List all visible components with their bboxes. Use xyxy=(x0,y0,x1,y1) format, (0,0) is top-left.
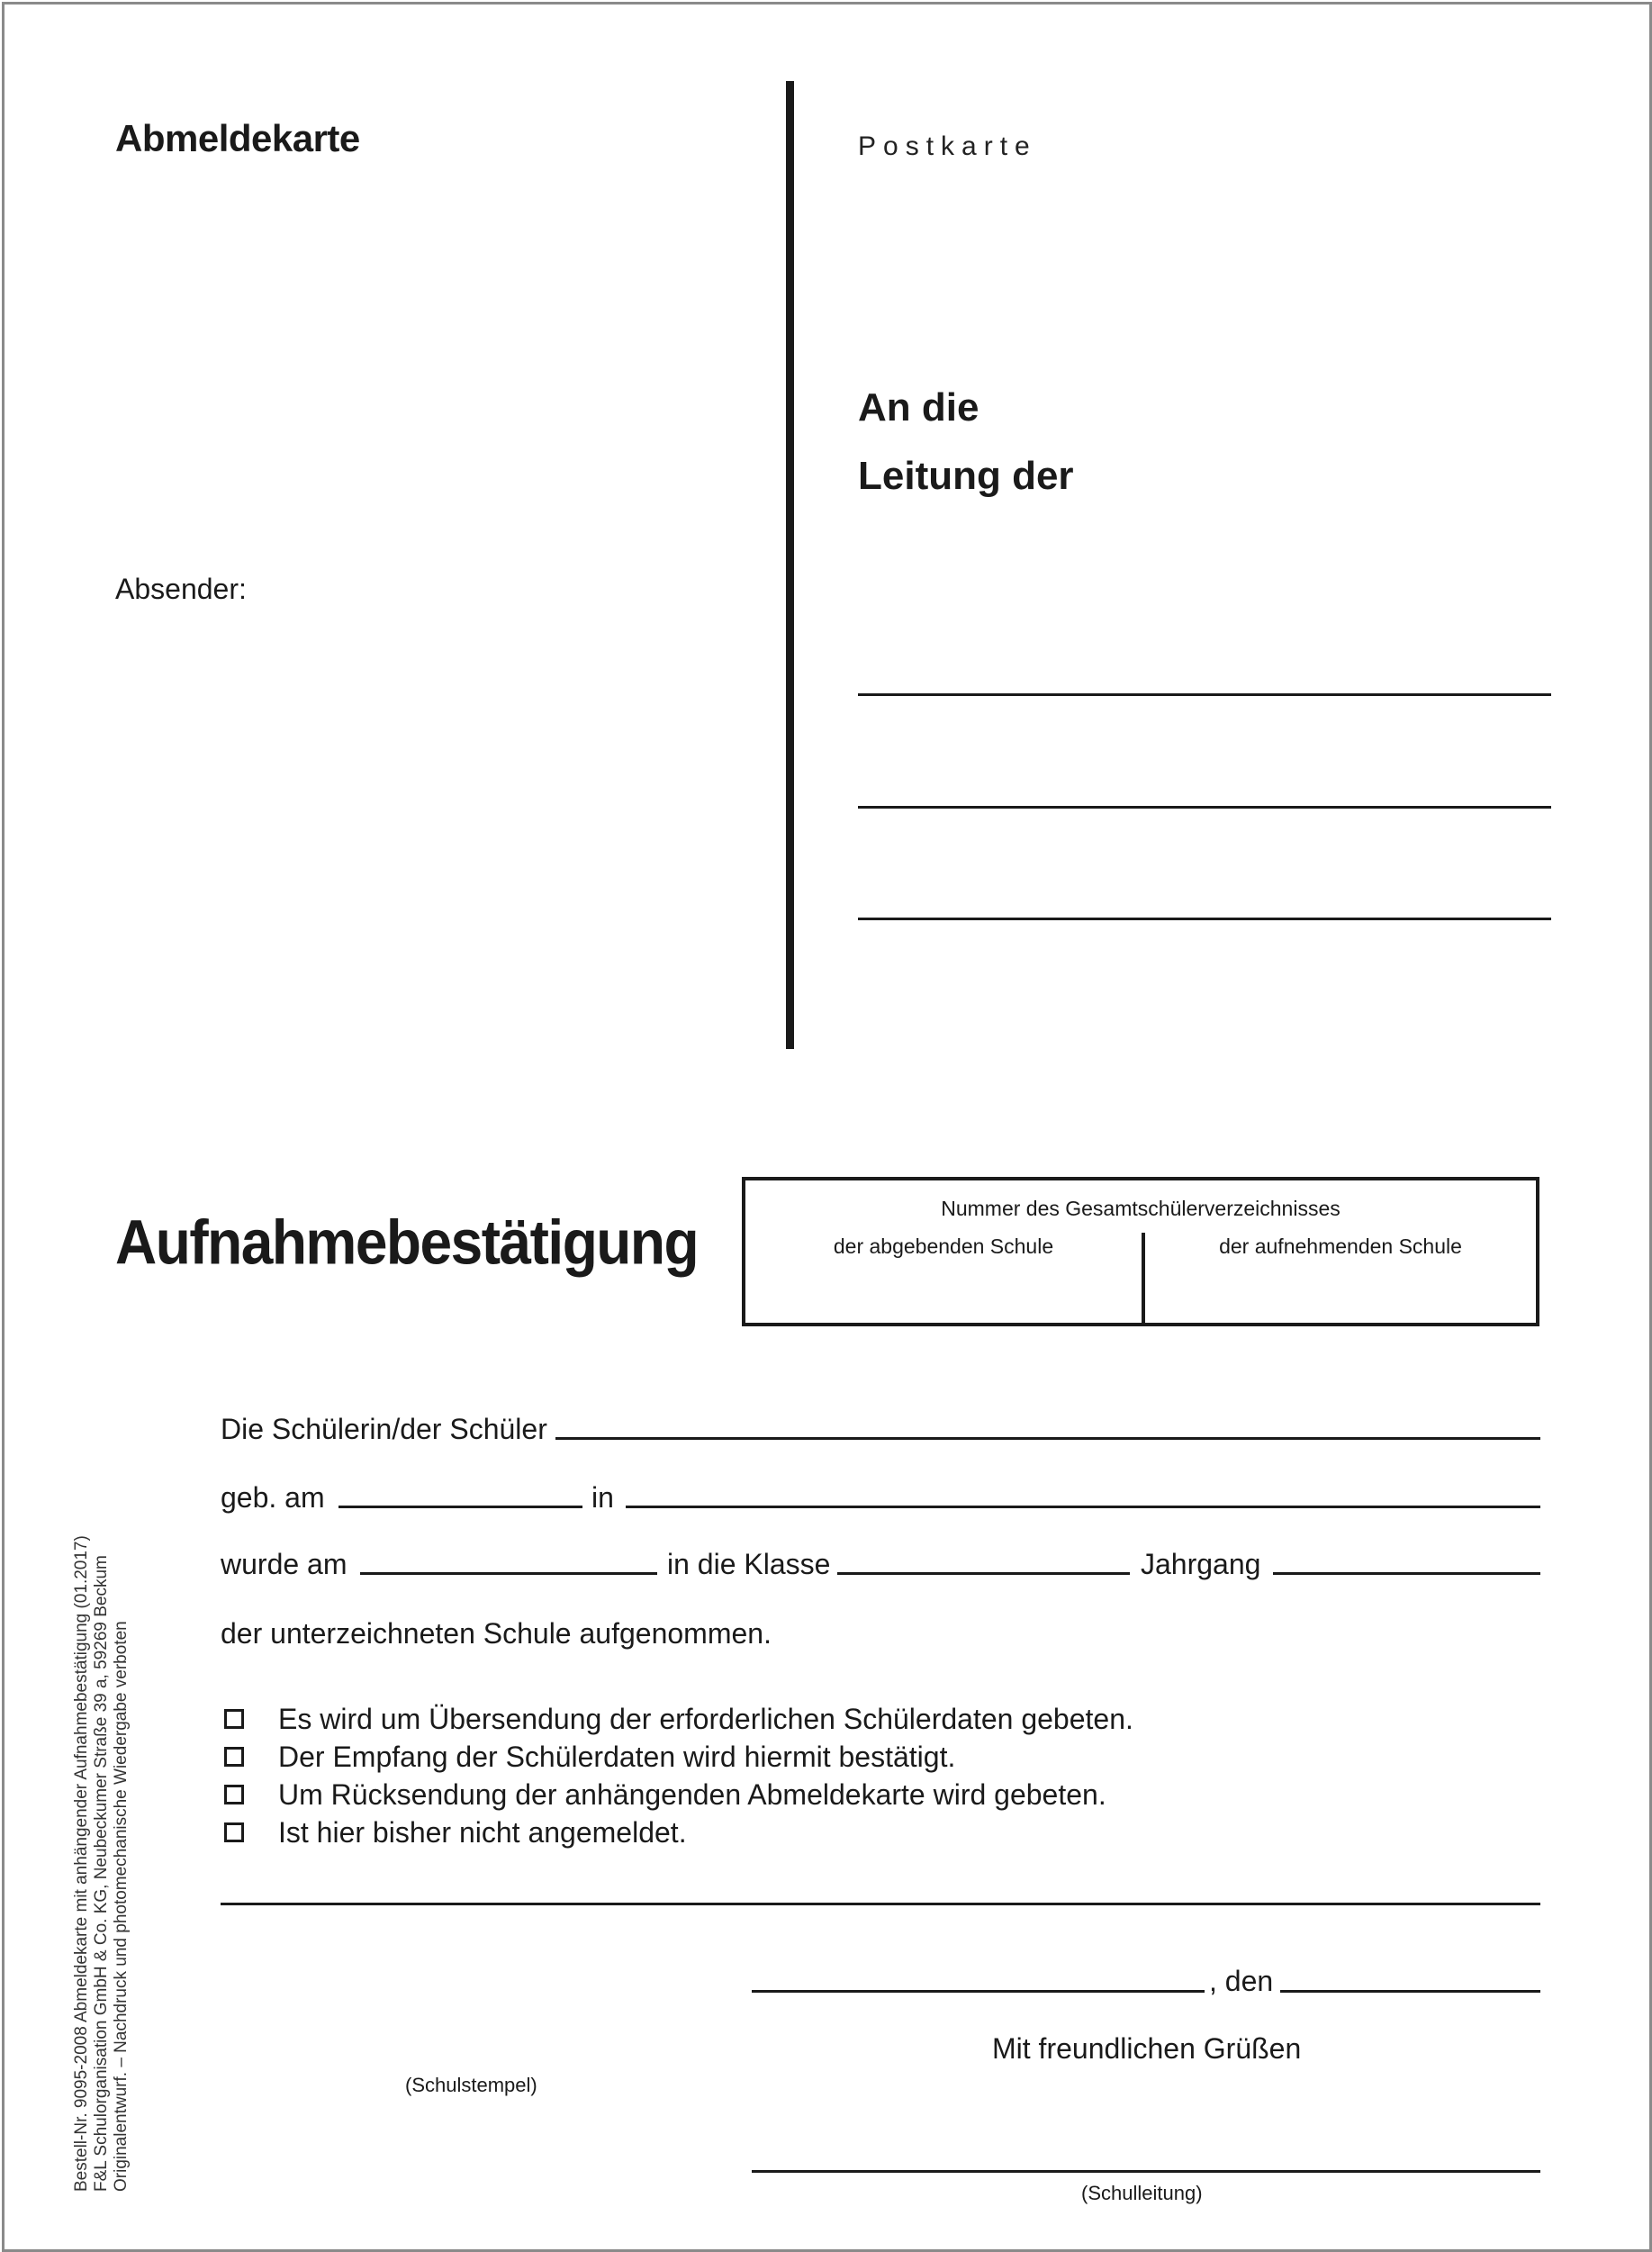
address-line[interactable] xyxy=(858,693,1551,696)
option-receipt-confirmed: Der Empfang der Schülerdaten wird hiermit bestätigt. xyxy=(278,1741,956,1773)
admission-date-field[interactable] xyxy=(360,1572,657,1575)
born-label: geb. am xyxy=(221,1481,325,1514)
recipient-line-1: An die xyxy=(858,385,979,430)
register-number-heading: Nummer des Gesamtschülerverzeichnisses xyxy=(941,1197,1341,1220)
stamp-label: (Schulstempel) xyxy=(405,2074,537,2096)
address-line[interactable] xyxy=(858,806,1551,809)
birth-place-field[interactable] xyxy=(626,1506,1540,1508)
birth-date-field[interactable] xyxy=(339,1506,582,1508)
signature-label: (Schulleitung) xyxy=(1081,2182,1203,2204)
class-field[interactable] xyxy=(837,1572,1130,1575)
student-label: Die Schülerin/der Schüler xyxy=(221,1413,547,1445)
imprint-line-3: Originalentwurf. – Nachdruck und photomechanische Wiedergabe verboten xyxy=(112,1621,131,2192)
checkbox[interactable] xyxy=(224,1709,244,1729)
admitted-date-label: wurde am xyxy=(221,1548,348,1580)
imprint-line-2: F&L Schulorganisation GmbH & Co. KG, Neubeckumer Straße 39 a, 59269 Beckum xyxy=(92,1555,111,2192)
confirmation-title: Aufnahmebestätigung xyxy=(115,1207,699,1278)
signature-field[interactable] xyxy=(752,2170,1540,2173)
recipient-line-2: Leitung der xyxy=(858,454,1074,498)
page-border xyxy=(2,2,1652,2252)
imprint xyxy=(72,1535,131,2192)
date-field[interactable] xyxy=(1280,1990,1540,1993)
free-text-line[interactable] xyxy=(221,1903,1540,1905)
postcard-type-label: Postkarte xyxy=(858,131,1037,161)
checkbox[interactable] xyxy=(224,1785,244,1804)
year-label: Jahrgang xyxy=(1141,1548,1261,1580)
register-number-right-label: der aufnehmenden Schule xyxy=(1219,1235,1462,1258)
postcard-divider xyxy=(786,81,794,1049)
option-return-card: Um Rücksendung der anhängenden Abmeldekarte wird gebeten. xyxy=(278,1778,1106,1811)
postcard-title: Abmeldekarte xyxy=(115,117,360,159)
option-request-data: Es wird um Übersendung der erforderlichen Schülerdaten gebeten. xyxy=(278,1703,1133,1735)
checkbox[interactable] xyxy=(224,1747,244,1767)
register-number-left-label: der abgebenden Schule xyxy=(833,1235,1054,1258)
sender-label: Absender: xyxy=(115,573,247,605)
admitted-text: der unterzeichneten Schule aufgenommen. xyxy=(221,1617,772,1650)
year-field[interactable] xyxy=(1273,1572,1540,1575)
greeting: Mit freundlichen Grüßen xyxy=(992,2032,1302,2065)
place-field[interactable] xyxy=(752,1990,1205,1993)
option-not-registered: Ist hier bisher nicht angemeldet. xyxy=(278,1816,687,1849)
imprint-line-1: Bestell-Nr. 9095-2008 Abmeldekarte mit anhängender Aufnahmebestätigung (01.2017) xyxy=(72,1535,91,2192)
address-line[interactable] xyxy=(858,918,1551,920)
checkbox[interactable] xyxy=(224,1822,244,1842)
class-label: in die Klasse xyxy=(667,1548,831,1580)
student-name-field[interactable] xyxy=(555,1437,1540,1440)
register-number-box xyxy=(742,1177,1539,1326)
date-separator: , den xyxy=(1209,1965,1274,1997)
birth-place-label: in xyxy=(591,1481,614,1514)
